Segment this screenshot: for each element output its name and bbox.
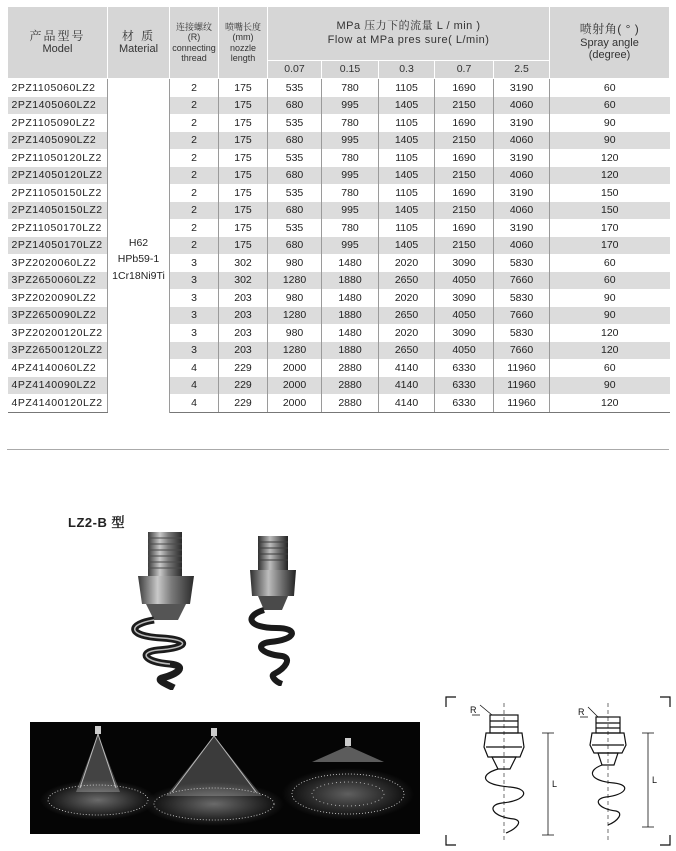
model-cell: 3PZ26500120LZ2 (8, 342, 108, 360)
material-cell (108, 79, 170, 413)
spray-pattern-photos (30, 722, 420, 834)
length-cell: 229 (219, 394, 268, 412)
flow-cell: 11960 (494, 394, 550, 412)
angle-cell: 120 (550, 394, 670, 412)
drawing-label-l-right: L (652, 775, 658, 785)
angle-cell: 120 (550, 342, 670, 360)
flow-cell: 535 (268, 184, 322, 202)
flow-cell: 1405 (379, 97, 435, 115)
model-cell: 3PZ2650090LZ2 (8, 307, 108, 325)
header-length: 喷嘴长度 (mm) nozzle length (219, 7, 268, 79)
length-cell: 203 (219, 324, 268, 342)
header-material: 材 质 Material (108, 7, 170, 79)
table-row (8, 377, 670, 395)
length-cell: 175 (219, 167, 268, 185)
thread-cell: 2 (170, 184, 219, 202)
angle-cell: 150 (550, 202, 670, 220)
angle-cell: 90 (603, 291, 616, 304)
flow-cell: 995 (322, 97, 379, 115)
model-cell: 3PZ20200120LZ2 (8, 324, 108, 342)
flow-cell: 3090 (435, 254, 494, 272)
header-pressure-1: 0.15 (322, 61, 379, 79)
flow-cell: 2880 (322, 377, 379, 395)
flow-cell: 4050 (435, 272, 494, 290)
header-model: 产品型号 Model (8, 7, 108, 79)
angle-cell: 60 (603, 361, 616, 374)
flow-cell: 2150 (435, 237, 494, 255)
spec-table (7, 6, 670, 413)
angle-cell: 150 (601, 186, 619, 199)
flow-cell: 535 (268, 149, 322, 167)
flow-cell: 680 (268, 202, 322, 220)
flow-cell: 1880 (322, 307, 379, 325)
model-cell: 2PZ11050170LZ2 (8, 219, 108, 237)
table-row (8, 307, 670, 325)
thread-cell: 3 (170, 254, 219, 272)
model-cell: 4PZ4140060LZ2 (8, 359, 108, 377)
flow-cell: 1280 (268, 307, 322, 325)
flow-cell: 11960 (494, 359, 550, 377)
header-pressure-4: 2.5 (494, 61, 550, 79)
model-cell: 2PZ1105060LZ2 (8, 79, 108, 97)
flow-cell: 995 (322, 167, 379, 185)
flow-cell: 995 (322, 237, 379, 255)
flow-cell: 995 (322, 202, 379, 220)
flow-cell: 3190 (494, 114, 550, 132)
flow-cell: 3190 (494, 184, 550, 202)
flow-cell: 780 (322, 219, 379, 237)
flow-cell: 980 (268, 289, 322, 307)
flow-cell: 1105 (379, 114, 435, 132)
flow-cell: 1405 (379, 132, 435, 150)
flow-cell: 1880 (322, 272, 379, 290)
angle-cell: 90 (550, 307, 670, 325)
flow-cell: 535 (268, 79, 322, 97)
flow-cell: 1690 (435, 219, 494, 237)
angle-cell: 60 (603, 81, 616, 94)
table-row (8, 237, 670, 255)
flow-cell: 6330 (435, 359, 494, 377)
model-cell: 3PZ2020090LZ2 (8, 289, 108, 307)
flow-cell: 680 (268, 167, 322, 185)
thread-cell: 2 (170, 97, 219, 115)
flow-cell: 1690 (435, 79, 494, 97)
thread-cell: 2 (170, 79, 219, 97)
thread-cell: 4 (170, 394, 219, 412)
model-cell: 4PZ41400120LZ2 (8, 394, 108, 412)
table-row (8, 342, 670, 360)
flow-cell: 5830 (494, 324, 550, 342)
model-cell: 2PZ1405090LZ2 (8, 132, 108, 150)
flow-cell: 1690 (435, 149, 494, 167)
drawing-label-l-left: L (552, 779, 558, 789)
flow-cell: 1105 (379, 79, 435, 97)
table-bottom-rule (7, 449, 669, 450)
length-cell: 175 (219, 79, 268, 97)
flow-cell: 2000 (268, 377, 322, 395)
flow-cell: 2150 (435, 132, 494, 150)
angle-cell: 170 (601, 221, 619, 234)
flow-cell: 3190 (494, 219, 550, 237)
material-line: H62 (128, 237, 149, 249)
thread-cell: 3 (170, 272, 219, 290)
flow-cell: 1405 (379, 202, 435, 220)
flow-cell: 4140 (379, 359, 435, 377)
flow-cell: 4060 (494, 97, 550, 115)
table-row (8, 394, 670, 412)
spray-60-degree (40, 726, 156, 820)
flow-cell: 6330 (435, 394, 494, 412)
table-row (8, 184, 670, 202)
flow-cell: 680 (268, 237, 322, 255)
table-row (8, 167, 670, 185)
flow-cell: 1690 (435, 114, 494, 132)
length-cell: 175 (219, 219, 268, 237)
table-row (8, 254, 670, 272)
thread-cell: 2 (170, 237, 219, 255)
thread-cell: 2 (170, 132, 219, 150)
model-cell: 2PZ1405060LZ2 (8, 97, 108, 115)
flow-cell: 1880 (322, 342, 379, 360)
table-row (8, 114, 670, 132)
flow-cell: 3090 (435, 324, 494, 342)
flow-cell: 2650 (379, 342, 435, 360)
flow-cell: 535 (268, 114, 322, 132)
flow-cell: 1105 (379, 219, 435, 237)
technical-drawing (440, 693, 672, 848)
length-cell: 302 (219, 272, 268, 290)
length-cell: 175 (219, 237, 268, 255)
flow-cell: 3190 (494, 149, 550, 167)
flow-cell: 980 (268, 324, 322, 342)
angle-cell: 90 (550, 377, 670, 395)
flow-cell: 1280 (268, 272, 322, 290)
flow-cell: 2650 (379, 307, 435, 325)
flow-cell: 2020 (379, 254, 435, 272)
header-pressure-2: 0.3 (379, 61, 435, 79)
flow-cell: 2020 (379, 289, 435, 307)
length-cell: 229 (219, 359, 268, 377)
flow-cell: 2650 (379, 272, 435, 290)
length-cell: 203 (219, 307, 268, 325)
table-row (8, 132, 670, 150)
nozzle-photo-side (236, 536, 316, 686)
table-row (8, 219, 670, 237)
flow-cell: 1405 (379, 237, 435, 255)
flow-cell: 1480 (322, 254, 379, 272)
thread-cell: 2 (170, 202, 219, 220)
model-cell: 2PZ14050150LZ2 (8, 202, 108, 220)
nozzle-photo-front (118, 532, 218, 690)
length-cell: 203 (219, 342, 268, 360)
flow-cell: 780 (322, 114, 379, 132)
header-pressure-0: 0.07 (268, 61, 322, 79)
angle-cell: 120 (601, 151, 619, 164)
thread-cell: 4 (170, 359, 219, 377)
flow-cell: 4060 (494, 237, 550, 255)
angle-cell: 60 (603, 256, 616, 269)
flow-cell: 2020 (379, 324, 435, 342)
model-cell: 3PZ2650060LZ2 (8, 272, 108, 290)
thread-cell: 3 (170, 342, 219, 360)
flow-cell: 4060 (494, 132, 550, 150)
flow-cell: 6330 (435, 377, 494, 395)
flow-cell: 7660 (494, 307, 550, 325)
table-row (8, 289, 670, 307)
flow-cell: 2000 (268, 394, 322, 412)
model-cell: 3PZ2020060LZ2 (8, 254, 108, 272)
spray-120-degree (144, 728, 284, 826)
flow-cell: 1105 (379, 184, 435, 202)
length-cell: 175 (219, 114, 268, 132)
drawing-label-r-left: R (470, 705, 477, 715)
flow-cell: 980 (268, 254, 322, 272)
model-cell: 2PZ11050120LZ2 (8, 149, 108, 167)
table-row (8, 359, 670, 377)
flow-cell: 2880 (322, 359, 379, 377)
angle-cell: 60 (550, 97, 670, 115)
flow-cell: 5830 (494, 254, 550, 272)
flow-cell: 4140 (379, 377, 435, 395)
thread-cell: 2 (170, 219, 219, 237)
thread-cell: 3 (170, 307, 219, 325)
angle-cell: 120 (601, 326, 619, 339)
header-pressure-3: 0.7 (435, 61, 494, 79)
length-cell: 175 (219, 97, 268, 115)
flow-cell: 4050 (435, 307, 494, 325)
angle-cell: 90 (603, 116, 616, 129)
length-cell: 302 (219, 254, 268, 272)
flow-cell: 3190 (494, 79, 550, 97)
flow-cell: 1690 (435, 184, 494, 202)
thread-cell: 2 (170, 114, 219, 132)
flow-cell: 680 (268, 97, 322, 115)
flow-cell: 7660 (494, 342, 550, 360)
table-row (8, 324, 670, 342)
flow-cell: 4060 (494, 167, 550, 185)
table-row (8, 79, 670, 97)
flow-cell: 780 (322, 149, 379, 167)
flow-cell: 1105 (379, 149, 435, 167)
flow-cell: 1480 (322, 324, 379, 342)
material-line: HPb59-1 (117, 253, 160, 266)
table-row (8, 272, 670, 290)
thread-cell: 4 (170, 377, 219, 395)
spray-170-degree (282, 738, 414, 820)
product-type-label: LZ2-B 型 (68, 515, 125, 530)
flow-cell: 4050 (435, 342, 494, 360)
material-line: 1Cr18Ni9Ti (112, 269, 165, 282)
length-cell: 175 (219, 184, 268, 202)
model-cell: 2PZ1105090LZ2 (8, 114, 108, 132)
header-flow: MPa 压力下的流量 L / min ) Flow at MPa pres sure( L/min) (268, 7, 550, 61)
flow-cell: 2880 (322, 394, 379, 412)
angle-cell: 90 (550, 132, 670, 150)
flow-cell: 780 (322, 79, 379, 97)
model-cell: 2PZ11050150LZ2 (8, 184, 108, 202)
flow-cell: 2150 (435, 97, 494, 115)
flow-cell: 11960 (494, 377, 550, 395)
flow-cell: 1480 (322, 289, 379, 307)
table-row (8, 97, 670, 115)
flow-cell: 535 (268, 219, 322, 237)
thread-cell: 3 (170, 324, 219, 342)
flow-cell: 3090 (435, 289, 494, 307)
flow-cell: 680 (268, 132, 322, 150)
thread-cell: 3 (170, 289, 219, 307)
flow-cell: 2150 (435, 202, 494, 220)
thread-cell: 2 (170, 149, 219, 167)
header-thread: 连接螺纹 (R) connecting thread (170, 7, 219, 79)
angle-cell: 170 (550, 237, 670, 255)
flow-cell: 780 (322, 184, 379, 202)
flow-cell: 4060 (494, 202, 550, 220)
length-cell: 175 (219, 149, 268, 167)
flow-cell: 2000 (268, 359, 322, 377)
table-row (8, 149, 670, 167)
angle-cell: 120 (550, 167, 670, 185)
drawing-label-r-right: R (578, 707, 585, 717)
length-cell: 229 (219, 377, 268, 395)
angle-cell: 60 (550, 272, 670, 290)
flow-cell: 5830 (494, 289, 550, 307)
flow-cell: 1280 (268, 342, 322, 360)
flow-cell: 4140 (379, 394, 435, 412)
model-cell: 2PZ14050120LZ2 (8, 167, 108, 185)
model-cell: 2PZ14050170LZ2 (8, 237, 108, 255)
header-angle: 喷射角( ° ) Spray angle (degree) (550, 7, 670, 79)
length-cell: 175 (219, 202, 268, 220)
flow-cell: 995 (322, 132, 379, 150)
length-cell: 175 (219, 132, 268, 150)
length-cell: 203 (219, 289, 268, 307)
thread-cell: 2 (170, 167, 219, 185)
table-row (8, 202, 670, 220)
flow-cell: 7660 (494, 272, 550, 290)
model-cell: 4PZ4140090LZ2 (8, 377, 108, 395)
flow-cell: 2150 (435, 167, 494, 185)
flow-cell: 1405 (379, 167, 435, 185)
